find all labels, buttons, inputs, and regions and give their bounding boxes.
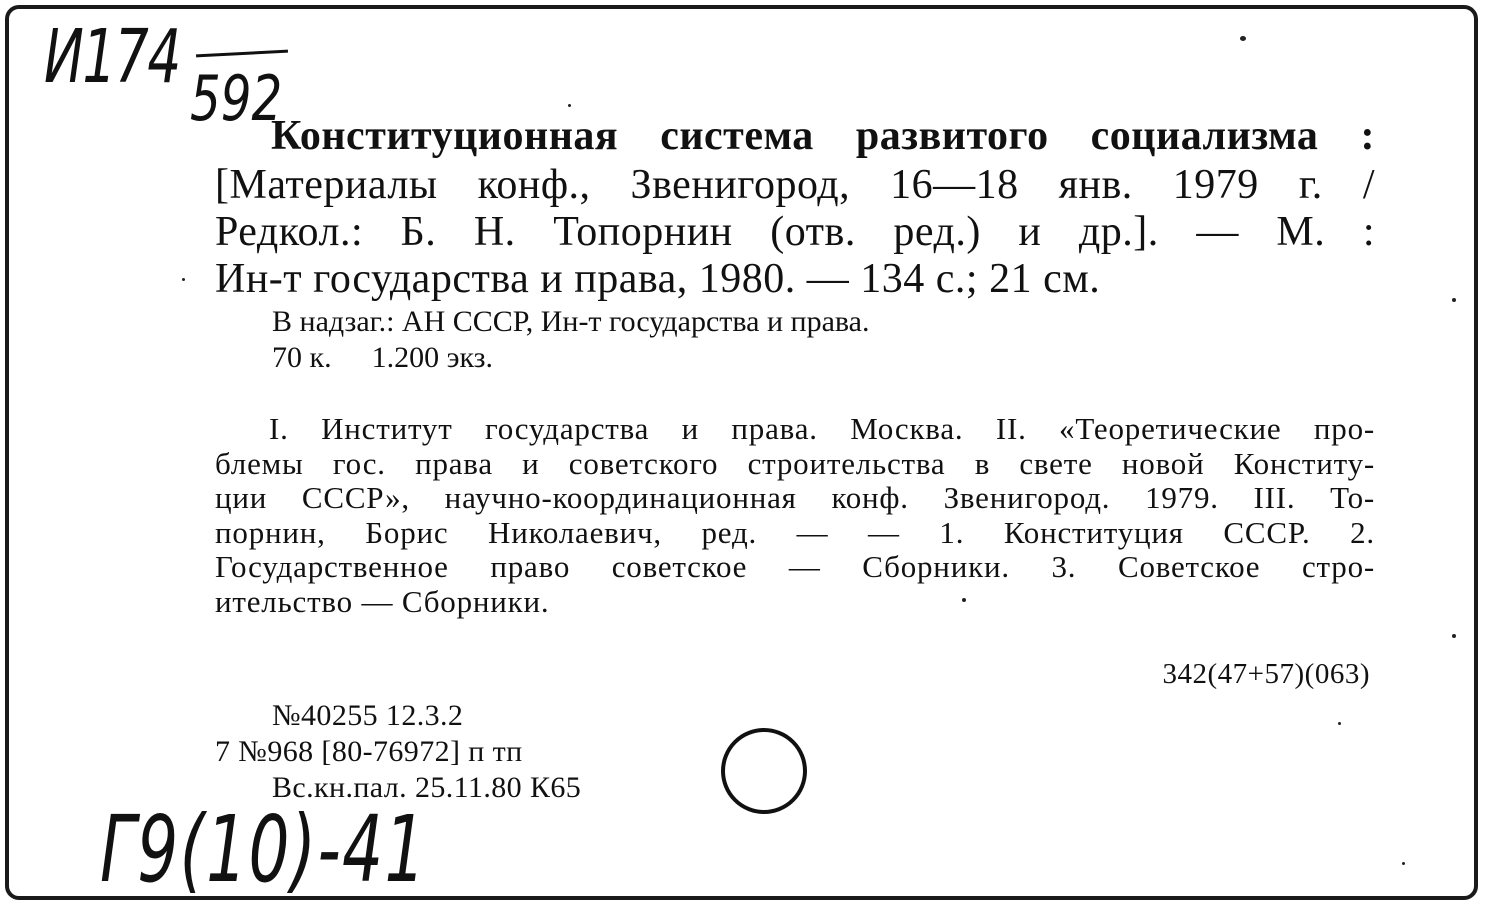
ink-speck [1240, 36, 1246, 41]
ink-speck [962, 598, 966, 602]
subject-tracings [215, 412, 1375, 619]
ink-speck [568, 104, 571, 107]
ink-speck [1402, 862, 1405, 865]
ink-speck [1452, 634, 1456, 638]
tracing-line: блемы гос. права и советского строительства в свете новой Конститу- [215, 445, 1375, 481]
ink-speck [1338, 722, 1341, 725]
copies: 1.200 экз. [371, 341, 493, 374]
imprint-line: №40255 12.3.2 [272, 699, 464, 732]
punch-hole [721, 728, 807, 814]
tracing-line: ительство — Сборники. [215, 583, 550, 619]
tracing-line: Государственное право советское — Сборники. 3. Советское стро- [215, 549, 1375, 584]
title-heading [215, 112, 1375, 161]
title-statement [215, 162, 1375, 303]
title-line-1: Конституционная система развитого социализма : [271, 113, 1375, 159]
price: 70 к. [272, 341, 332, 374]
title-line-2: [Материалы конф., Звенигород, 16—18 янв. 1979 г. / [215, 162, 1375, 208]
tracing-line: ции СССР», научно-координационная конф. Звенигород. 1979. III. То- [215, 480, 1375, 515]
series-note: В надзаг.: АН СССР, Ин-т государства и права. [272, 305, 870, 338]
title-line-3: Редкол.: Б. Н. Топорнин (отв. ред.) и др.]. — М. : [215, 209, 1375, 255]
tracing-line: порнин, Борис Николаевич, ред. — — 1. Конституция СССР. 2. [215, 514, 1375, 550]
ink-speck [182, 278, 185, 281]
classification-code: 342(47+57)(063) [1162, 658, 1370, 690]
handwritten-call-number-sub: 592 [190, 62, 283, 135]
imprint-line: Вс.кн.пал. 25.11.80 К65 [272, 771, 582, 804]
title-line-4: Ин-т государства и права, 1980. — 134 с.; 21 см. [215, 256, 1101, 302]
price-and-copies [272, 340, 493, 376]
handwritten-call-number: И174 [44, 14, 180, 100]
ink-speck [1452, 298, 1456, 302]
imprint-line: 7 №968 [80-76972] п тп [215, 735, 523, 768]
tracing-line: I. Институт государства и права. Москва. II. «Теоретические про- [269, 411, 1375, 446]
handwritten-shelf-mark: Г9(10)-41 [100, 796, 427, 903]
